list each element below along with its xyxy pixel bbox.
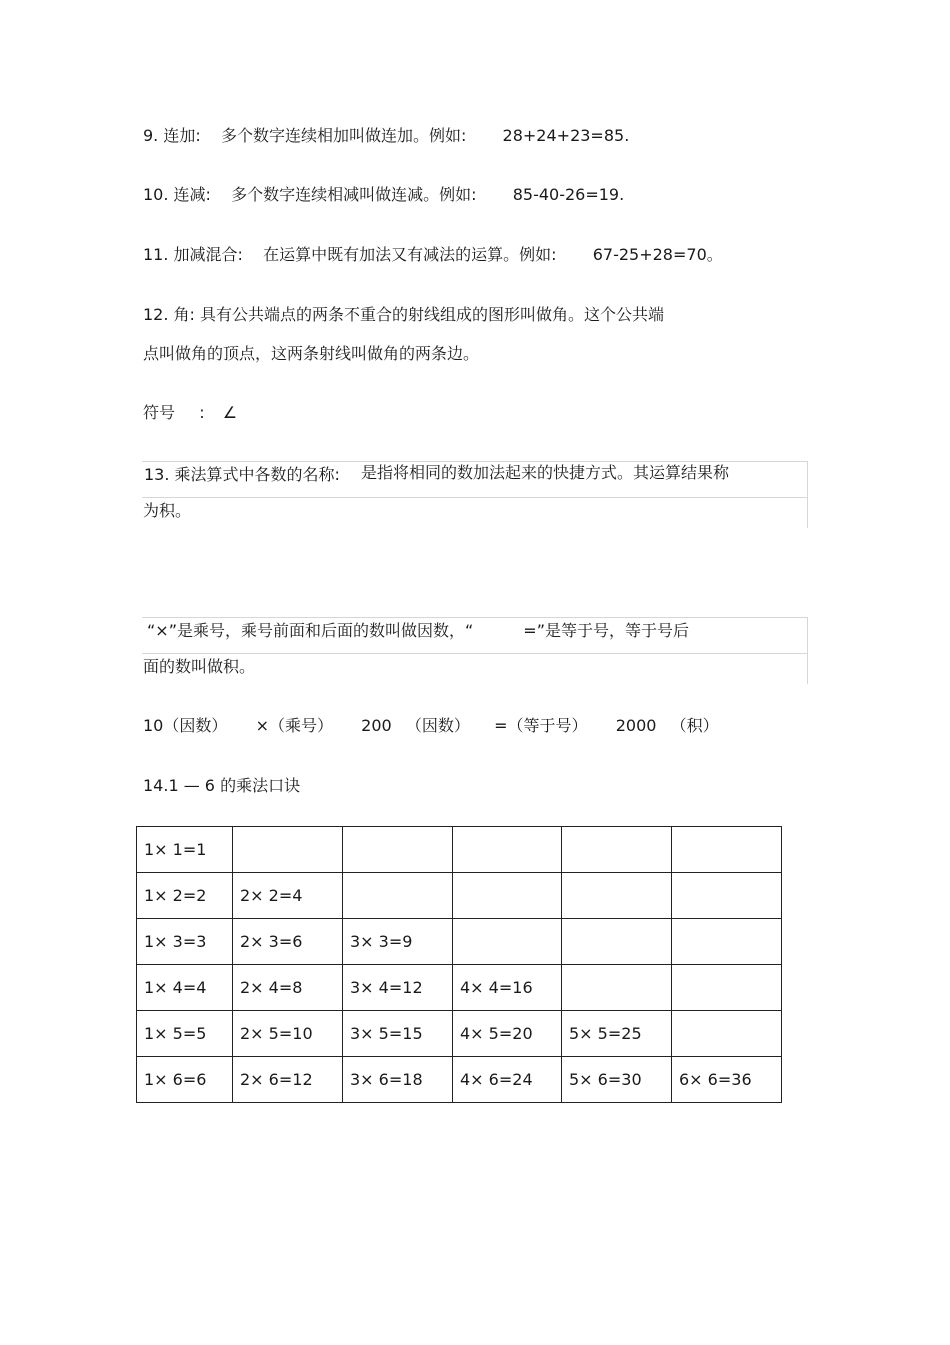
item-14-title: 14.1 — 6 的乘法口诀 [143, 776, 301, 795]
table-row [137, 1057, 782, 1103]
table-cell [562, 919, 672, 965]
table-cell [343, 827, 453, 873]
item-12-line-1: 12. 角: 具有公共端点的两条不重合的射线组成的图形叫做角。这个公共端 [143, 305, 665, 324]
item-9-desc: 多个数字连续相加叫做连加。例如: [220, 126, 467, 145]
item-13-small-head: 13. 乘法算式中各数的名称: [144, 465, 340, 484]
table-cell: 3× 5=15 [343, 1011, 453, 1057]
item-10-example: 85-40-26=19. [512, 185, 625, 204]
table-cell [562, 827, 672, 873]
table-cell: 2× 3=6 [233, 919, 343, 965]
table-cell [672, 965, 782, 1011]
table-cell: 1× 6=6 [137, 1057, 233, 1103]
table-cell [453, 873, 562, 919]
item-10-desc: 多个数字连续相减叫做连减。例如: [231, 185, 477, 204]
item-10-line [143, 185, 624, 205]
item-11-example: 67-25+28=70。 [592, 245, 723, 264]
item-12-line-2: 点叫做角的顶点，这两条射线叫做角的两条边。 [143, 344, 480, 363]
table-cell: 2× 2=4 [233, 873, 343, 919]
table-cell: 3× 3=9 [343, 919, 453, 965]
table-cell: 6× 6=36 [672, 1057, 782, 1103]
table-cell: 5× 5=25 [562, 1011, 672, 1057]
table-cell [672, 919, 782, 965]
table-cell: 4× 4=16 [453, 965, 562, 1011]
factor-1: 10 [143, 716, 164, 735]
table-cell [672, 1011, 782, 1057]
box-border-2 [142, 497, 808, 528]
equals-sign: = [494, 716, 508, 735]
item-11-desc: 在运算中既有加法又有减法的运算。例如: [263, 245, 557, 264]
item-13-line-1: 是指将相同的数加法起来的快捷方式。其运算结果称 [361, 463, 730, 482]
table-cell: 1× 4=4 [137, 965, 233, 1011]
item-9-example: 28+24+23=85. [502, 126, 630, 145]
sign-line-1-b: =”是等于号，等于号后 [523, 621, 689, 640]
table-cell [672, 873, 782, 919]
table-cell: 1× 3=3 [137, 919, 233, 965]
multiplication-table [136, 826, 782, 1103]
symbol-label: 符号 [143, 403, 176, 422]
table-cell [233, 827, 343, 873]
table-cell: 1× 1=1 [137, 827, 233, 873]
table-cell: 4× 5=20 [453, 1011, 562, 1057]
sign-line-1-a: “×”是乘号，乘号前面和后面的数叫做因数，“ [147, 621, 474, 640]
table-row [137, 919, 782, 965]
product: 2000 [615, 716, 657, 735]
table-cell [562, 965, 672, 1011]
sign-line-2: 面的数叫做积。 [143, 657, 256, 676]
multiplication-example [143, 716, 719, 736]
item-10-head: 10. 连减: [143, 185, 211, 204]
table-cell: 1× 5=5 [137, 1011, 233, 1057]
symbol-colon: : [199, 403, 205, 422]
product-label: （积） [670, 716, 719, 735]
item-13-line-2: 为积。 [143, 501, 192, 520]
factor-1-label: （因数） [163, 716, 228, 735]
table-cell: 4× 6=24 [453, 1057, 562, 1103]
item-11-line [143, 245, 723, 265]
angle-symbol: ∠ [222, 403, 238, 422]
sign-line-1 [147, 621, 689, 641]
table-cell: 2× 4=8 [233, 965, 343, 1011]
table-cell [343, 873, 453, 919]
table-cell [453, 919, 562, 965]
table-cell: 2× 5=10 [233, 1011, 343, 1057]
item-9-head: 9. 连加: [143, 126, 201, 145]
table-row [137, 873, 782, 919]
angle-symbol-line [143, 403, 237, 423]
equals-label: （等于号） [507, 716, 588, 735]
table-row [137, 965, 782, 1011]
item-9-line [143, 126, 629, 146]
item-11-head: 11. 加减混合: [143, 245, 243, 264]
table-cell: 5× 6=30 [562, 1057, 672, 1103]
table-cell [562, 873, 672, 919]
table-row [137, 827, 782, 873]
table-cell: 3× 6=18 [343, 1057, 453, 1103]
table-row [137, 1011, 782, 1057]
times-sign: ×（乘号） [255, 716, 333, 735]
table-cell [453, 827, 562, 873]
factor-2-label: （因数） [405, 716, 470, 735]
table-cell: 3× 4=12 [343, 965, 453, 1011]
table-cell: 1× 2=2 [137, 873, 233, 919]
factor-2: 200 [361, 716, 392, 735]
table-cell [672, 827, 782, 873]
table-cell: 2× 6=12 [233, 1057, 343, 1103]
